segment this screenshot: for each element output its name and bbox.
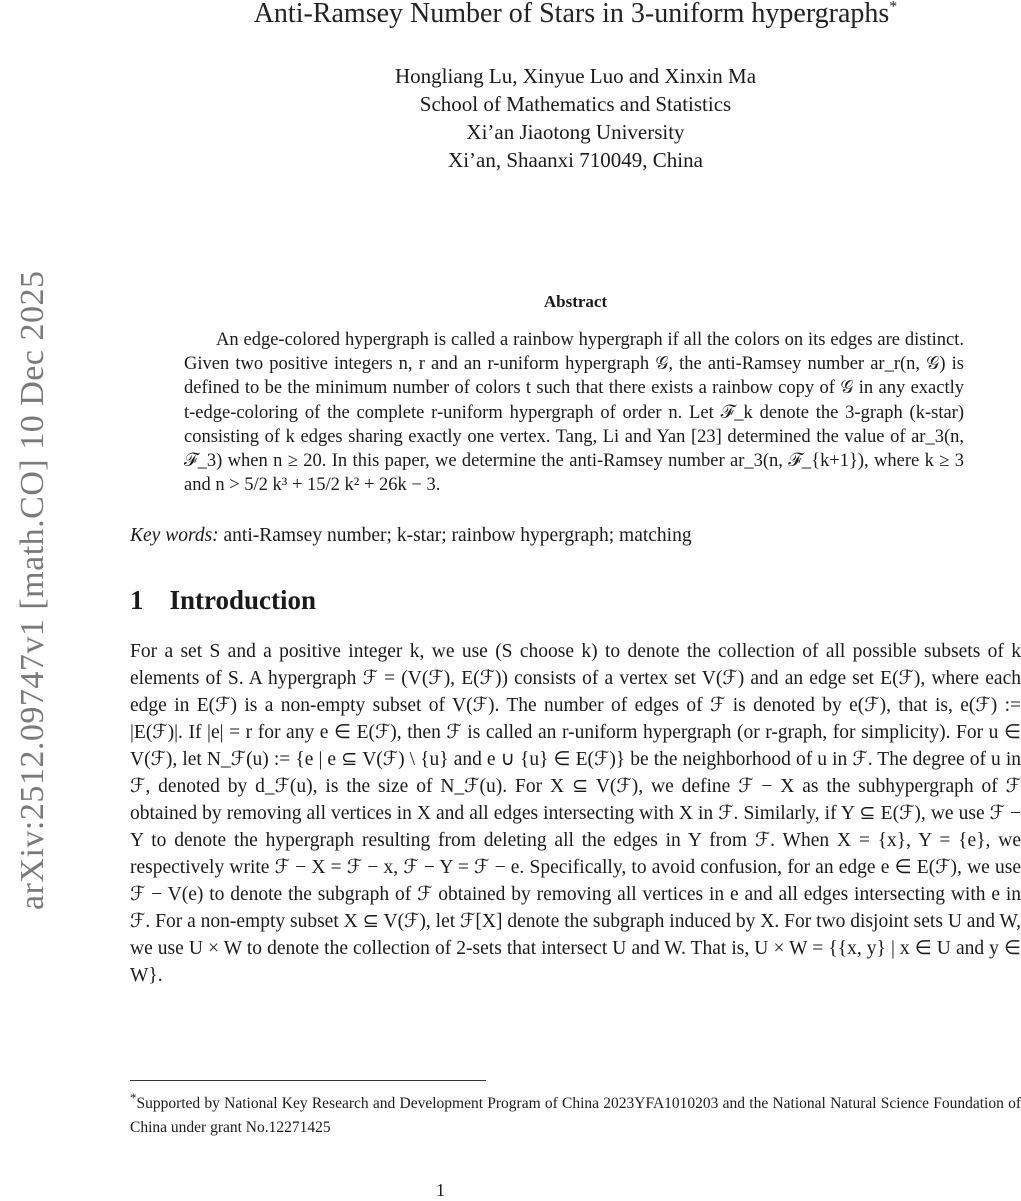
affiliation-line: School of Mathematics and Statistics [419,92,732,116]
abstract-heading: Abstract [543,292,608,311]
abstract-text: An edge-colored hypergraph is called a rainbow hypergraph if all the colors on its edges are distinct. Given two positive integers n, r and an r-uniform hypergraph 𝒢, the anti-Ramsey number ar_r(n, 𝒢) is defined to be the minimum number of colors t such that there exists a rainbow copy of 𝒢 in any exactly t-edge-coloring of the complete r-uniform hypergraph of order n. Let ℱ_k denote the 3-graph (k-star) consisting of k edges sharing exactly one vertex. Tang, Li and Yan [23] determined the value of ar_3(n, ℱ_3) when n ≥ 20. In this paper, we determine the anti-Ramsey number ar_3(n, ℱ_{k+1}), where k ≥ 3 and n > 5/2 k³ + 15/2 k² + 26k − 3. [184,330,964,496]
paper-page [130,0,1021,1137]
introduction-paragraph: For a set S and a positive integer k, we use (S choose k) to denote the collection of all possible subsets of k elements of S. A hypergraph ℱ = (V(ℱ), E(ℱ)) consists of a vertex set V(ℱ) and an edge set E(ℱ), where each edge in E(ℱ) is a non-empty subset of V(ℱ). The number of edges of ℱ is denoted by e(ℱ), that is, e(ℱ) := |E(ℱ)|. If |e| = r for any e ∈ E(ℱ), then ℱ is called an r-uniform hypergraph (or r-graph, for simplicity). For u ∈ V(ℱ), let N_ℱ(u) := {e | e ⊆ V(ℱ) \ {u} and e ∪ {u} ∈ E(ℱ)} be the neighborhood of u in ℱ. The degree of u in ℱ, denoted by d_ℱ(u), is the size of N_ℱ(u). For X ⊆ V(ℱ), we define ℱ − X as the subhypergraph of ℱ obtained by removing all vertices in X and all edges intersecting with X in ℱ. Similarly, if Y ⊆ E(ℱ), we use ℱ − Y to denote the hypergraph resulting from deleting all the edges in Y from ℱ. When X = {x}, Y = {e}, we respectively write ℱ − X = ℱ − x, ℱ − Y = ℱ − e. Specifically, to avoid confusion, for an edge e ∈ E(ℱ), we use ℱ − V(e) to denote the subgraph of ℱ obtained by removing all vertices in e and all edges intersecting with e in ℱ. For a non-empty subset X ⊆ V(ℱ), let ℱ[X] denote the subgraph induced by X. For two disjoint sets U and W, we use U × W to denote the collection of 2-sets that intersect U and W. That is, U × W = {{x, y} | x ∈ U and y ∈ W}. [130,641,1021,987]
affiliation-line: Xi’an, Shaanxi 710049, China [448,148,703,172]
affiliation-line: Xi’an Jiaotong University [466,120,685,144]
keywords-text: anti-Ramsey number; k-star; rainbow hypergraph; matching [223,525,692,547]
keywords [130,525,1021,547]
footnote [130,1086,1021,1140]
footnote-divider [130,1080,486,1081]
author-block [130,62,1021,174]
keywords-label: Key words: [130,525,219,547]
footnote-text: Supported by National Key Research and Development Program of China 2023YFA1010203 and the National Natural Science Foundation of China under grant No.12271425 [130,1095,1021,1137]
arxiv-identifier: arXiv:2512.09747v1 [math.CO] 10 Dec 2025 [14,270,51,910]
section-number: 1 [130,585,144,616]
page-number: 1 [436,1180,445,1200]
author-names: Hongliang Lu, Xinyue Luo and Xinxin Ma [394,64,757,88]
paper-title: Anti-Ramsey Number of Stars in 3-uniform hypergraphs* [253,0,898,29]
title-footnote-mark: * [889,0,898,16]
section-heading [130,585,1021,616]
footnote-mark: * [130,1090,137,1105]
section-title: Introduction [169,585,317,616]
